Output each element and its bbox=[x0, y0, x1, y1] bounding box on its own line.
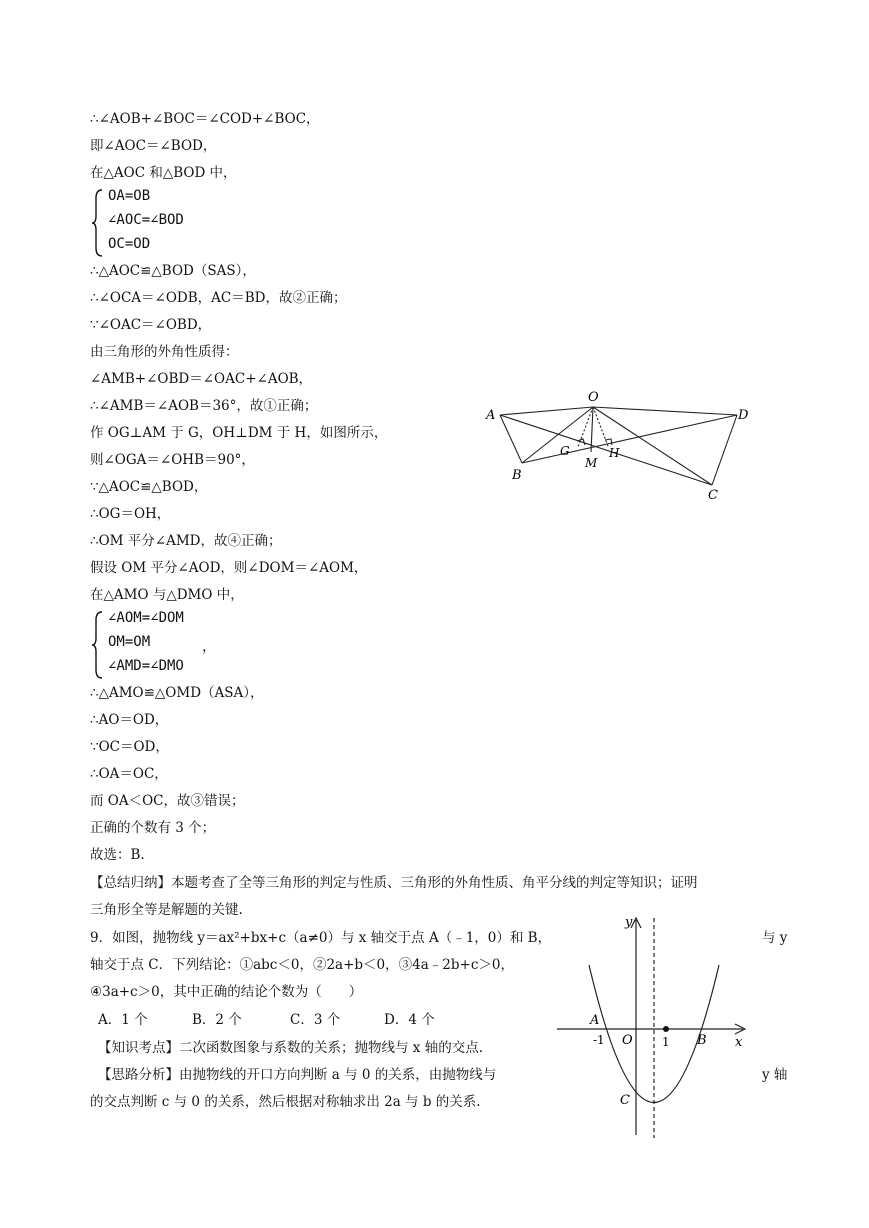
question-9-line: 轴交于点 C．下列结论：①abc＜0，②2a+b＜0，③4a﹣2b+c＞0， bbox=[90, 957, 514, 973]
solution-line: ∠AMB+∠OBD＝∠OAC+∠AOB， bbox=[90, 371, 313, 387]
system-eq: OM=OM bbox=[108, 634, 151, 650]
summary-tag: 【总结归纳】 bbox=[90, 875, 171, 891]
solution-line: ∴OA＝OC， bbox=[90, 766, 168, 782]
solution-line: ∵OC＝OD， bbox=[90, 739, 169, 755]
system-comma: ， bbox=[202, 639, 216, 655]
solution-line: ∴OG＝OH， bbox=[90, 506, 171, 522]
left-brace-icon bbox=[90, 610, 104, 680]
solution-line: ∴∠AMB＝∠AOB＝36°，故①正确； bbox=[90, 398, 318, 414]
solution-line: 假设 OM 平分∠AOD，则∠DOM＝∠AOM， bbox=[90, 560, 368, 576]
label-B: B bbox=[512, 468, 522, 483]
label-one: 1 bbox=[662, 1035, 670, 1049]
system-eq: ∠AMD=∠DMO bbox=[108, 658, 184, 674]
label-G: G bbox=[560, 444, 570, 458]
solution-line: ∴△AMO≌△OMD（ASA）， bbox=[90, 685, 264, 701]
label-M: M bbox=[585, 456, 598, 470]
solution-line: ∴∠AOB+∠BOC＝∠COD+∠BOC， bbox=[90, 111, 320, 127]
summary-paragraph bbox=[90, 874, 810, 892]
solution-line: 则∠OGA＝∠OHB＝90°， bbox=[90, 452, 255, 468]
solution-line: 作 OG⊥AM 于 G，OH⊥DM 于 H，如图所示， bbox=[90, 425, 388, 441]
question-9-line: 9．如图，抛物线 y＝ax²+bx+c（a≠0）与 x 轴交于点 A（﹣1，0）和 B， bbox=[90, 930, 552, 946]
geometry-figure bbox=[480, 385, 760, 505]
equation-system-2 bbox=[90, 610, 290, 680]
label-A: A bbox=[590, 1013, 600, 1028]
label-A: A bbox=[486, 408, 496, 423]
solution-line: ∴AO＝OD， bbox=[90, 712, 169, 728]
solution-line: 在△AOC 和△BOD 中， bbox=[90, 165, 237, 181]
label-D: D bbox=[738, 408, 749, 423]
summary-paragraph-end: 三角形全等是解题的关键. bbox=[90, 902, 243, 918]
solution-line: 在△AMO 与△DMO 中， bbox=[90, 587, 244, 603]
analysis-tail: y 轴 bbox=[762, 1067, 788, 1083]
solution-line: ∵△AOC≌△BOD， bbox=[90, 479, 208, 495]
option-c[interactable]: C．3 个 bbox=[290, 1012, 341, 1028]
label-neg1: -1 bbox=[593, 1033, 605, 1047]
knowledge-paragraph bbox=[98, 1039, 483, 1057]
knowledge-text: 二次函数图象与系数的关系；抛物线与 x 轴的交点. bbox=[179, 1040, 483, 1056]
solution-line: 即∠AOC＝∠BOD， bbox=[90, 138, 217, 154]
analysis-paragraph-end: 的交点判断 c 与 0 的关系，然后根据对称轴求出 2a 与 b 的关系. bbox=[90, 1094, 481, 1110]
system-eq: OC=OD bbox=[108, 236, 151, 252]
summary-text: 本题考查了全等三角形的判定与性质、三角形的外角性质、角平分线的判定等知识；证明 bbox=[171, 875, 698, 891]
solution-line: 由三角形的外角性质得： bbox=[90, 344, 239, 360]
question-9-line: ④3a+c＞0，其中正确的结论个数为（ ） bbox=[90, 984, 363, 1000]
point-one bbox=[663, 1026, 669, 1032]
system-eq: ∠AOC=∠BOD bbox=[108, 212, 184, 228]
label-O: O bbox=[588, 390, 599, 405]
system-eq: ∠AOM=∠DOM bbox=[108, 610, 184, 626]
solution-line: 正确的个数有 3 个； bbox=[90, 820, 216, 836]
left-brace-icon bbox=[90, 188, 104, 258]
option-b[interactable]: B．2 个 bbox=[192, 1012, 242, 1028]
solution-line: ∵∠OAC＝∠OBD， bbox=[90, 317, 212, 333]
knowledge-tag: 【知识考点】 bbox=[98, 1040, 179, 1056]
question-9-line-tail: 与 y bbox=[762, 930, 788, 946]
label-C: C bbox=[620, 1093, 630, 1108]
system-eq: OA=OB bbox=[108, 188, 151, 204]
equation-system-1 bbox=[90, 188, 290, 258]
solution-line: ∴∠OCA＝∠ODB，AC＝BD，故②正确； bbox=[90, 290, 347, 306]
option-d[interactable]: D．4 个 bbox=[384, 1012, 435, 1028]
parabola-figure bbox=[553, 910, 753, 1140]
analysis-tag: 【思路分析】 bbox=[98, 1067, 179, 1083]
label-H: H bbox=[609, 446, 620, 460]
label-O: O bbox=[622, 1033, 633, 1048]
solution-line: 故选：B. bbox=[90, 847, 145, 863]
analysis-text: 由抛物线的开口方向判断 a 与 0 的关系，由抛物线与 bbox=[179, 1067, 497, 1083]
label-y: y bbox=[625, 915, 633, 930]
solution-line: ∴OM 平分∠AMD，故④正确； bbox=[90, 533, 282, 549]
option-a[interactable]: A．1 个 bbox=[98, 1012, 148, 1028]
label-B: B bbox=[697, 1033, 707, 1048]
solution-line: ∴△AOC≌△BOD（SAS）， bbox=[90, 263, 256, 279]
analysis-paragraph bbox=[98, 1066, 496, 1084]
label-C: C bbox=[708, 488, 718, 503]
label-x: x bbox=[735, 1035, 743, 1050]
solution-line: 而 OA＜OC，故③错误； bbox=[90, 793, 245, 809]
